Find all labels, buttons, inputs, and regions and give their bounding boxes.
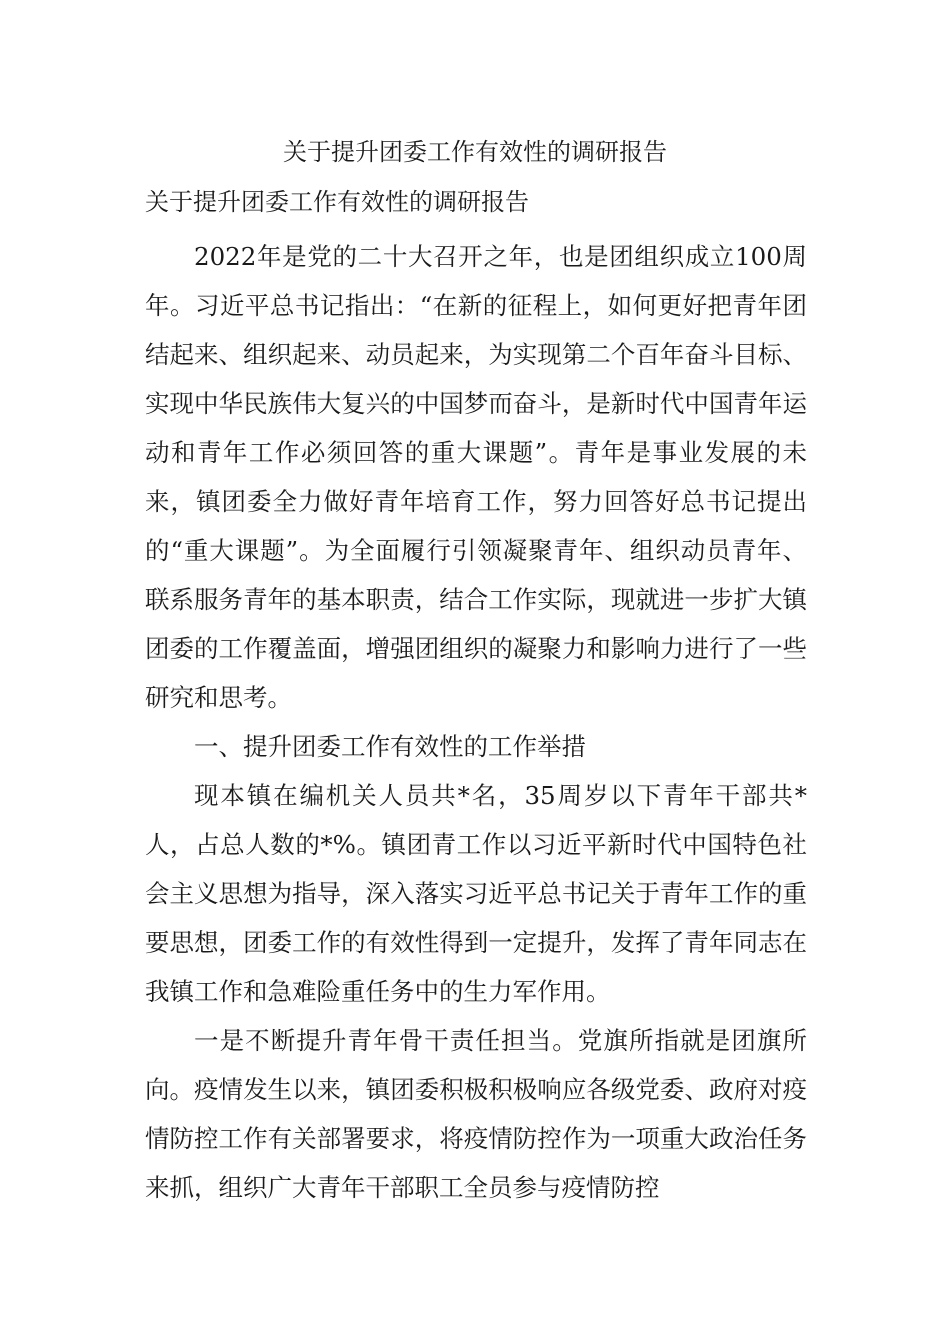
section-heading: 一、提升团委工作有效性的工作举措	[194, 732, 586, 761]
staff-paragraph: 现本镇在编机关人员共*名，35周岁以下青年干部共*人，占总人数的*%。镇团青工作以习近平新时代中国特色社会主义思想为指导，深入落实习近平总书记关于青年工作的重要思想，团委工作的有效性得到一定提升，发挥了青年同志在我镇工作和急难险重任务中的生力军作用。	[145, 781, 807, 1006]
document-subtitle: 关于提升团委工作有效性的调研报告	[145, 188, 529, 216]
measure-paragraph: 一是不断提升青年骨干责任担当。党旗所指就是团旗所向。疫情发生以来，镇团委积极积极响应各级党委、政府对疫情防控工作有关部署要求，将疫情防控作为一项重大政治任务来抓，组织广大青年干部职工全员参与疫情防控	[145, 1026, 807, 1202]
document-title: 关于提升团委工作有效性的调研报告	[283, 138, 667, 166]
intro-paragraph: 2022年是党的二十大召开之年，也是团组织成立100周年。习近平总书记指出：“在新的征程上，如何更好把青年团结起来、组织起来、动员起来，为实现第二个百年奋斗目标、实现中华民族伟大复兴的中国梦而奋斗，是新时代中国青年运动和青年工作必须回答的重大课题”。青年是事业发展的未来，镇团委全力做好青年培育工作，努力回答好总书记提出的“重大课题”。为全面履行引领凝聚青年、组织动员青年、联系服务青年的基本职责，结合工作实际，现就进一步扩大镇团委的工作覆盖面，增强团组织的凝聚力和影响力进行了一些研究和思考。	[145, 242, 807, 712]
document-body	[145, 182, 807, 1212]
